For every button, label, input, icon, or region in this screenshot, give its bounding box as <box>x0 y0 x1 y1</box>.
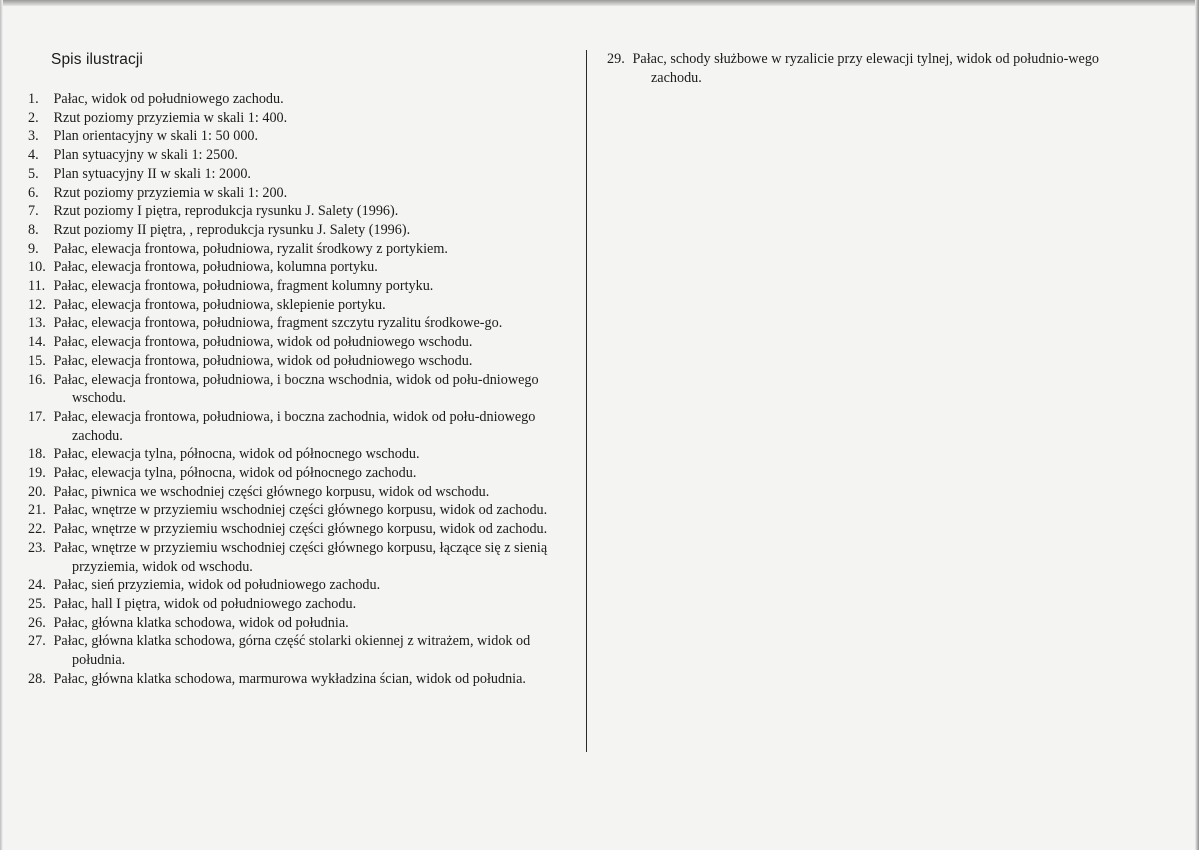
list-item: 22. Pałac, wnętrze w przyziemiu wschodniej części głównego korpusu, widok od zachodu. <box>28 521 548 538</box>
list-item: 3. Plan orientacyjny w skali 1: 50 000. <box>28 128 259 145</box>
list-item: 12. Pałac, elewacja frontowa, południowa, sklepienie portyku. <box>28 296 386 313</box>
list-item-text: Pałac, wnętrze w przyziemiu wschodniej części głównego korpusu, łączące się z sienią przyziemia, widok od wschodu. <box>53 539 548 575</box>
list-item-text: Pałac, wnętrze w przyziemiu wschodniej części głównego korpusu, widok od zachodu. <box>53 502 548 519</box>
list-item-text: Pałac, piwnica we wschodniej części głównego korpusu, widok od wschodu. <box>53 483 490 500</box>
list-item-text: Rzut poziomy I piętra, reprodukcja rysunku J. Salety (1996). <box>53 203 399 220</box>
column-divider <box>586 50 587 752</box>
page-heading: Spis ilustracji <box>51 51 143 68</box>
list-item: 14. Pałac, elewacja frontowa, południowa, widok od południowego wschodu. <box>28 334 473 351</box>
list-item-text: Pałac, schody służbowe w ryzalicie przy elewacji tylnej, widok od południo-wego zachodu. <box>632 51 1100 86</box>
list-item-text: Pałac, elewacja frontowa, południowa, fragment kolumny portyku. <box>53 278 434 295</box>
list-item-text: Pałac, główna klatka schodowa, marmurowa wykładzina ścian, widok od południa. <box>53 670 526 687</box>
list-item: 19. Pałac, elewacja tylna, północna, widok od północnego zachodu. <box>28 465 417 482</box>
list-item: 21. Pałac, wnętrze w przyziemiu wschodniej części głównego korpusu, widok od zachodu. <box>28 502 548 519</box>
scan-edge-left <box>0 0 3 850</box>
list-item: 28. Pałac, główna klatka schodowa, marmurowa wykładzina ścian, widok od południa. <box>28 670 526 687</box>
list-item: 6. Rzut poziomy przyziemia w skali 1: 200. <box>28 184 288 201</box>
list-item: 1. Pałac, widok od południowego zachodu. <box>28 91 284 107</box>
list-item: 25. Pałac, hall I piętra, widok od południowego zachodu. <box>28 595 357 612</box>
list-item-text: Rzut poziomy II piętra, , reprodukcja rysunku J. Salety (1996). <box>53 221 411 238</box>
list-item: 26. Pałac, główna klatka schodowa, widok od południa. <box>28 614 349 631</box>
list-item-text: Pałac, wnętrze w przyziemiu wschodniej części głównego korpusu, widok od zachodu. <box>53 521 548 538</box>
list-item: 10. Pałac, elewacja frontowa, południowa, kolumna portyku. <box>28 259 378 276</box>
list-item-text: Plan orientacyjny w skali 1: 50 000. <box>53 128 259 145</box>
illustration-list-right <box>607 50 1149 87</box>
list-item: 8. Rzut poziomy II piętra, , reprodukcja rysunku J. Salety (1996). <box>28 221 411 238</box>
list-item: 4. Plan sytuacyjny w skali 1: 2500. <box>28 147 238 164</box>
list-item: 11. Pałac, elewacja frontowa, południowa, fragment kolumny portyku. <box>28 278 434 295</box>
list-item: 27. Pałac, główna klatka schodowa, górna część stolarki okiennej z witrażem, widok od południa. <box>28 633 531 669</box>
list-item-text: Plan sytuacyjny w skali 1: 2500. <box>53 147 238 164</box>
list-item-text: Plan sytuacyjny II w skali 1: 2000. <box>53 165 251 182</box>
list-item-text: Pałac, elewacja frontowa, południowa, widok od południowego wschodu. <box>53 334 473 351</box>
list-item-text: Pałac, elewacja tylna, północna, widok od północnego zachodu. <box>53 465 417 482</box>
list-item-text: Pałac, widok od południowego zachodu. <box>53 91 284 107</box>
list-item: 16. Pałac, elewacja frontowa, południowa, i boczna wschodnia, widok od połu-dniowego wschodu. <box>28 371 539 407</box>
list-item: 18. Pałac, elewacja tylna, północna, widok od północnego wschodu. <box>28 446 420 463</box>
list-item-text: Pałac, elewacja frontowa, południowa, fragment szczytu ryzalitu środkowe-go. <box>53 315 503 332</box>
list-item: 20. Pałac, piwnica we wschodniej części głównego korpusu, widok od wschodu. <box>28 483 490 500</box>
list-item-text: Pałac, elewacja frontowa, południowa, sklepienie portyku. <box>53 296 386 313</box>
list-item-text: Rzut poziomy przyziemia w skali 1: 200. <box>53 184 288 201</box>
list-item-text: Pałac, elewacja frontowa, południowa, kolumna portyku. <box>53 259 378 276</box>
list-item: 23. Pałac, wnętrze w przyziemiu wschodniej części głównego korpusu, łączące się z sienią przyziemia, widok od wschodu. <box>28 539 548 575</box>
list-item-text: Pałac, elewacja tylna, północna, widok od północnego wschodu. <box>53 446 420 463</box>
list-item: 29. Pałac, schody służbowe w ryzalicie przy elewacji tylnej, widok od południo-wego zachodu. <box>607 51 1100 86</box>
list-item-text: Pałac, sień przyziemia, widok od południowego zachodu. <box>53 577 381 594</box>
list-item-text: Rzut poziomy przyziemia w skali 1: 400. <box>53 109 288 126</box>
list-item-text: Pałac, elewacja frontowa, południowa, i boczna wschodnia, widok od połu-dniowego wschodu. <box>53 371 539 407</box>
list-item-text: Pałac, elewacja frontowa, południowa, widok od południowego wschodu. <box>53 352 473 369</box>
scan-edge-right <box>1195 0 1199 850</box>
list-item: 24. Pałac, sień przyziemia, widok od południowego zachodu. <box>28 577 381 594</box>
list-item: 15. Pałac, elewacja frontowa, południowa, widok od południowego wschodu. <box>28 352 473 369</box>
list-item: 7. Rzut poziomy I piętra, reprodukcja rysunku J. Salety (1996). <box>28 203 399 220</box>
list-item-text: Pałac, elewacja frontowa, południowa, ryzalit środkowy z portykiem. <box>53 240 448 257</box>
list-item: 5. Plan sytuacyjny II w skali 1: 2000. <box>28 165 251 182</box>
list-item-text: Pałac, hall I piętra, widok od południowego zachodu. <box>53 595 357 612</box>
list-item-text: Pałac, główna klatka schodowa, górna część stolarki okiennej z witrażem, widok od południa. <box>53 633 531 669</box>
list-item: 17. Pałac, elewacja frontowa, południowa, i boczna zachodnia, widok od połu-dniowego zachodu. <box>28 408 536 444</box>
list-item: 9. Pałac, elewacja frontowa, południowa, ryzalit środkowy z portykiem. <box>28 240 448 257</box>
illustration-list-left <box>28 90 565 689</box>
list-item: 13. Pałac, elewacja frontowa, południowa, fragment szczytu ryzalitu środkowe-go. <box>28 315 503 332</box>
scan-edge-top <box>0 0 1199 6</box>
list-item-text: Pałac, elewacja frontowa, południowa, i boczna zachodnia, widok od połu-dniowego zachodu. <box>53 408 536 444</box>
list-item: 2. Rzut poziomy przyziemia w skali 1: 400. <box>28 109 288 126</box>
list-item-text: Pałac, główna klatka schodowa, widok od południa. <box>53 614 349 631</box>
